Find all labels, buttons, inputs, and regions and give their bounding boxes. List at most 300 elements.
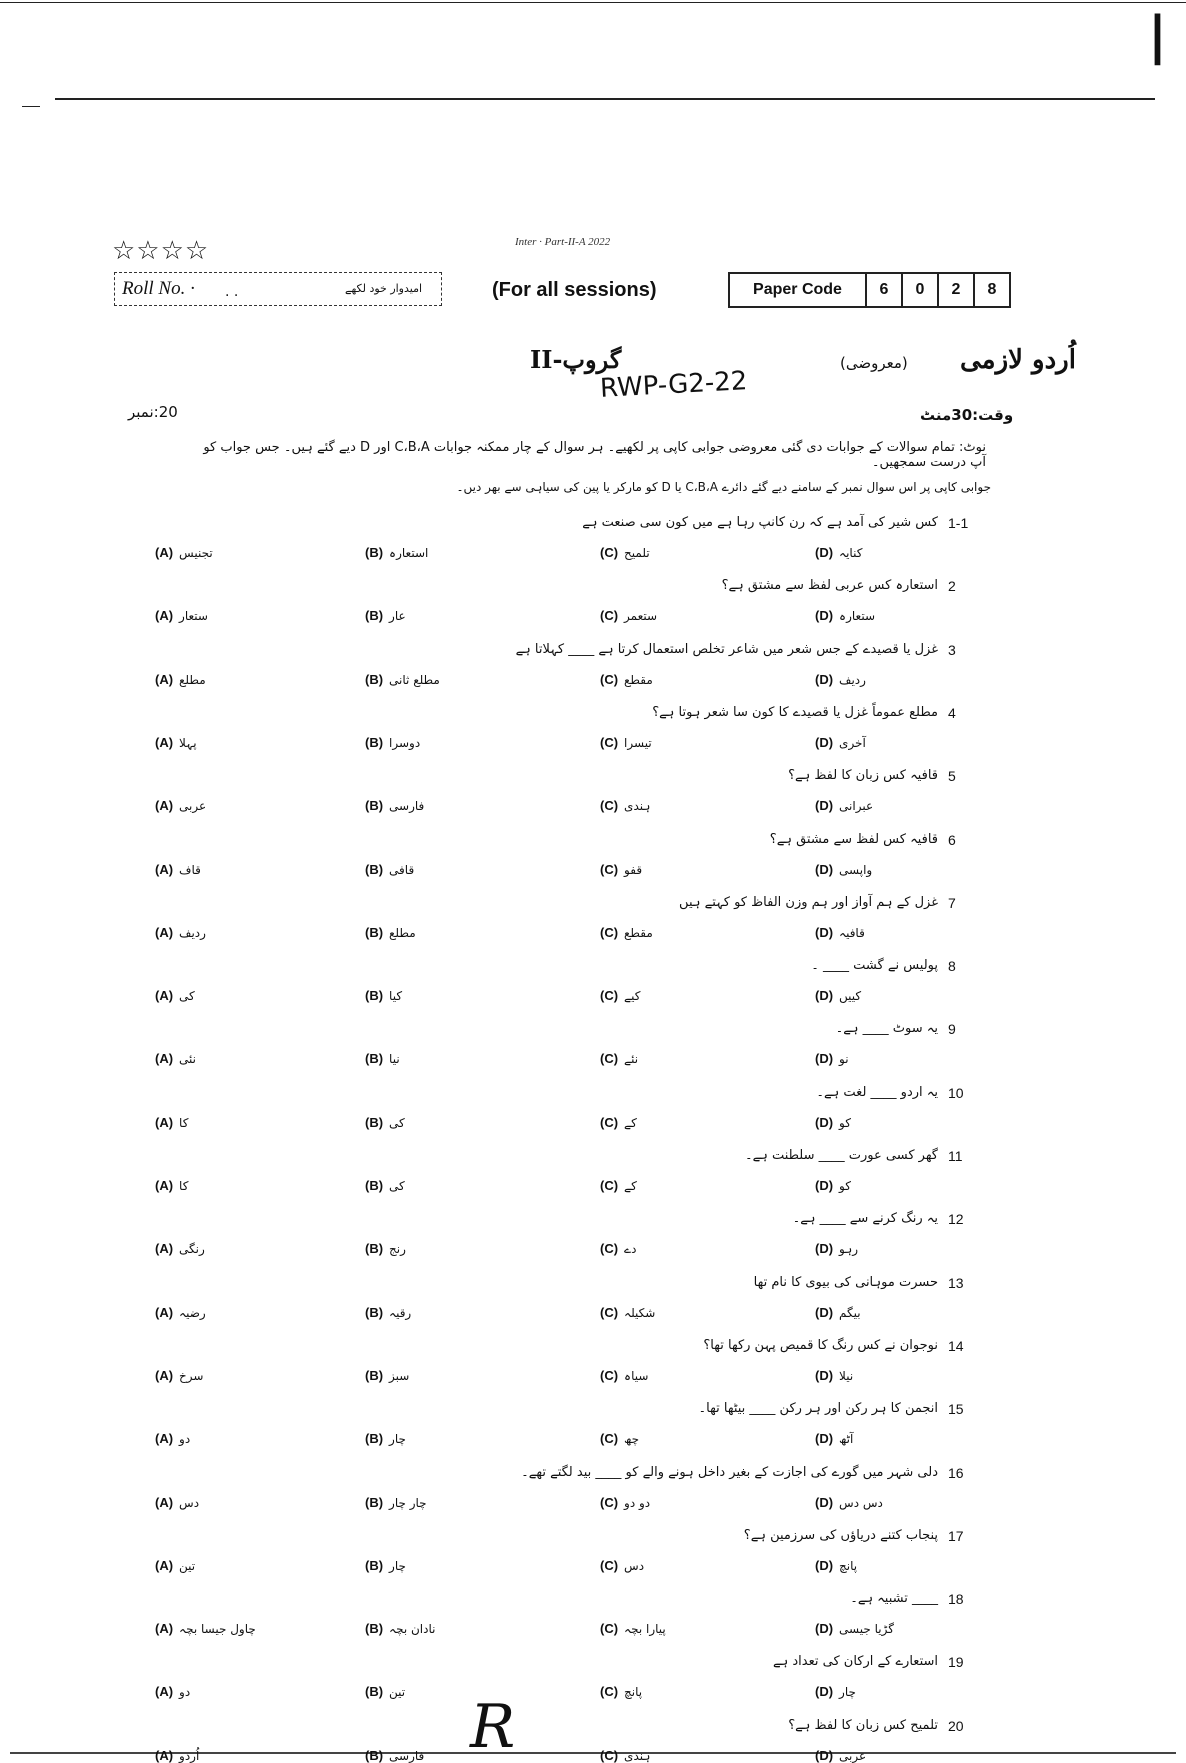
signature: R <box>470 1692 516 1762</box>
option-d <box>815 735 866 750</box>
question-number: 18 <box>948 1591 964 1608</box>
option-d <box>815 1051 849 1066</box>
option-text: کے <box>624 1179 637 1193</box>
option-text: فارسی <box>389 1748 425 1763</box>
option-letter: (D) <box>815 1051 834 1067</box>
paper-code-digit: 8 <box>987 281 997 298</box>
question-number: 12 <box>948 1211 964 1228</box>
question-text: یہ سوٹ ____ ہے۔ <box>835 1021 938 1037</box>
option-letter: (A) <box>155 988 174 1004</box>
question-number: 14 <box>948 1337 964 1354</box>
option-a <box>155 1495 199 1510</box>
option-text: ستعمر <box>624 609 658 624</box>
option-c <box>600 735 652 750</box>
roll-number-urdu: امیدوار خود لکھے <box>345 282 423 295</box>
option-b <box>365 672 440 687</box>
option-text: ہندی <box>624 799 651 814</box>
option-letter: (D) <box>815 608 834 624</box>
option-b <box>365 545 428 560</box>
star-rating: ☆☆☆☆ <box>112 236 210 266</box>
option-letter: (B) <box>365 1304 384 1320</box>
option-text: پہلا <box>179 735 197 750</box>
option-text: دس <box>624 1558 645 1573</box>
option-text: دے <box>624 1242 637 1257</box>
option-letter: (A) <box>155 861 174 877</box>
option-letter: (B) <box>365 1684 384 1700</box>
option-letter: (C) <box>600 1557 619 1573</box>
option-c <box>600 608 657 623</box>
option-text: چار <box>389 1558 406 1573</box>
option-letter: (C) <box>600 1367 619 1383</box>
option-d <box>815 925 865 940</box>
option-letter: (A) <box>155 608 174 624</box>
option-text: دو <box>179 1685 191 1700</box>
option-text: اُردو <box>179 1748 200 1763</box>
option-text: قافیہ <box>839 925 865 940</box>
option-c <box>600 798 650 813</box>
option-letter: (D) <box>815 1747 834 1763</box>
option-letter: (C) <box>600 671 619 687</box>
question-text: قافیہ کس لفظ سے مشتق ہے؟ <box>769 831 938 847</box>
option-letter: (B) <box>365 608 384 624</box>
option-letter: (A) <box>155 671 174 687</box>
option-letter: (A) <box>155 798 174 814</box>
option-letter: (A) <box>155 545 174 560</box>
option-letter: (D) <box>815 1494 834 1510</box>
option-text: تیسرا <box>624 735 652 750</box>
option-b <box>365 1178 405 1193</box>
option-letter: (C) <box>600 861 619 877</box>
option-text: پانچ <box>839 1558 858 1573</box>
option-b <box>365 1305 411 1320</box>
option-b <box>365 1748 424 1763</box>
option-b <box>365 1115 405 1130</box>
option-b <box>365 735 420 750</box>
option-d <box>815 1431 853 1446</box>
option-letter: (B) <box>365 734 384 750</box>
option-d <box>815 1495 883 1510</box>
handwritten-code: RWP-G2-22 <box>599 366 749 404</box>
option-letter: (A) <box>155 1241 174 1257</box>
option-a <box>155 672 206 687</box>
paper-code-digit: 6 <box>867 274 903 306</box>
option-letter: (C) <box>600 1494 619 1510</box>
option-text: قاف <box>179 862 201 877</box>
sessions-label: (For all sessions) <box>492 279 657 301</box>
option-b <box>365 1621 435 1636</box>
option-text: آٹھ <box>839 1432 854 1447</box>
question-text: گھر کسی عورت ____ سلطنت ہے۔ <box>744 1148 938 1163</box>
question-number: 13 <box>948 1274 964 1291</box>
option-letter: (A) <box>155 1621 174 1637</box>
option-text: دس دس <box>839 1495 883 1510</box>
option-d <box>815 1684 856 1699</box>
option-d <box>815 1558 857 1573</box>
option-a <box>155 988 195 1003</box>
option-text: تجنیس <box>179 546 213 560</box>
option-letter: (C) <box>600 798 619 814</box>
option-letter: (C) <box>600 1621 619 1637</box>
option-text: تلمیح <box>624 546 650 560</box>
option-text: چار چار <box>389 1495 427 1510</box>
option-letter: (D) <box>815 1621 834 1637</box>
corner-mark: | <box>1148 6 1167 66</box>
option-text: پیارا بچہ <box>624 1622 666 1637</box>
question-number: 9 <box>948 1021 956 1038</box>
option-letter: (A) <box>155 1304 174 1320</box>
option-text: کنایہ <box>839 546 863 560</box>
option-c <box>600 1115 637 1130</box>
option-text: نیلا <box>839 1368 854 1383</box>
option-text: مطلع ثانی <box>389 672 440 687</box>
option-d <box>815 545 862 560</box>
top-rule <box>55 98 1155 100</box>
question-number: 16 <box>948 1464 964 1481</box>
question-number: 20 <box>948 1717 964 1734</box>
option-letter: (C) <box>600 1114 619 1130</box>
option-letter: (A) <box>155 1684 174 1700</box>
option-b <box>365 798 424 813</box>
option-letter: (D) <box>815 1114 834 1130</box>
option-a <box>155 862 201 877</box>
option-text: نو <box>839 1052 849 1067</box>
option-letter: (B) <box>365 1557 384 1573</box>
option-letter: (B) <box>365 1178 384 1193</box>
question-text: ____ تشبیہ ہے۔ <box>850 1591 938 1607</box>
option-letter: (D) <box>815 861 834 877</box>
question-text: تلمیح کس زبان کا لفظ ہے؟ <box>788 1717 938 1733</box>
question-text: انجمن کا ہر رکن اور ہر رکن ____ بیٹھا تھا۔ <box>698 1401 938 1417</box>
question-text: یہ اردو ____ لغت ہے۔ <box>816 1084 938 1100</box>
option-letter: (C) <box>600 1304 619 1320</box>
paper-code-digit: 0 <box>903 274 939 306</box>
paper-code-label: Paper Code <box>730 274 867 306</box>
option-text: کو <box>839 1179 851 1193</box>
option-text: بیگم <box>839 1305 861 1320</box>
option-letter: (D) <box>815 1557 834 1573</box>
option-letter: (A) <box>155 734 174 750</box>
option-c <box>600 862 642 877</box>
option-text: رنگی <box>179 1242 205 1257</box>
option-d <box>815 862 872 877</box>
option-b <box>365 1051 400 1066</box>
option-text: مقطع <box>624 672 653 687</box>
instruction-note-1: نوٹ: تمام سوالات کے جوابات دی گئی معروضی جوابی کاپی پر لکھیے۔ ہر سوال کے چار ممکنہ جوابات C،B،A اور D دیے گئے ہیں۔ جس جواب کو آپ درست سمجھیں۔ <box>203 440 986 470</box>
option-a <box>155 1051 196 1066</box>
question-number: 7 <box>948 894 956 911</box>
paper-code-digit: 2 <box>939 274 975 306</box>
option-d <box>815 672 866 687</box>
option-letter: (C) <box>600 1684 619 1700</box>
option-b <box>365 1241 406 1256</box>
option-text: کی <box>389 1179 405 1193</box>
option-text: نئے <box>624 1052 639 1067</box>
option-d <box>815 608 875 623</box>
option-b <box>365 608 406 623</box>
exam-line: Inter · Part-II-A 2022 <box>515 236 611 248</box>
option-letter: (D) <box>815 1178 834 1193</box>
option-text: نئی <box>179 1052 197 1067</box>
option-letter: (B) <box>365 1051 384 1067</box>
option-d <box>815 1748 866 1763</box>
option-b <box>365 1684 405 1699</box>
option-c <box>600 672 653 687</box>
option-letter: (D) <box>815 1684 834 1700</box>
option-text: کییں <box>839 989 862 1004</box>
option-letter: (C) <box>600 1051 619 1067</box>
option-text: کی <box>179 989 195 1004</box>
roll-number-dots: . . <box>225 284 239 300</box>
option-text: کو <box>839 1115 851 1130</box>
option-d <box>815 988 861 1003</box>
question-text: کس شیر کی آمد ہے کہ رن کانپ رہا ہے میں کون سی صنعت ہے <box>582 515 938 530</box>
option-text: دو <box>179 1432 191 1447</box>
option-a <box>155 1241 205 1256</box>
option-text: تین <box>389 1685 406 1700</box>
option-a <box>155 925 206 940</box>
option-b <box>365 1368 409 1383</box>
option-letter: (C) <box>600 1241 619 1257</box>
option-text: چھ <box>624 1432 640 1447</box>
option-letter: (C) <box>600 924 619 940</box>
question-text: غزل یا قصیدے کے جس شعر میں شاعر تخلص استعمال کرتا ہے ____ کہلاتا ہے <box>515 641 938 657</box>
option-d <box>815 1115 851 1130</box>
option-letter: (B) <box>365 1621 384 1637</box>
option-letter: (B) <box>365 1494 384 1510</box>
option-letter: (D) <box>815 924 834 940</box>
option-letter: (B) <box>365 1241 384 1257</box>
total-marks: 20:نمبر <box>128 403 178 421</box>
option-d <box>815 1368 853 1383</box>
option-a <box>155 735 197 750</box>
option-text: رضیہ <box>179 1305 206 1320</box>
option-c <box>600 1748 650 1763</box>
question-number: 15 <box>948 1401 964 1418</box>
group-label: گروپ-II <box>530 345 622 374</box>
option-letter: (D) <box>815 545 834 560</box>
option-a <box>155 798 206 813</box>
option-text: ردیف <box>179 925 206 940</box>
option-letter: (A) <box>155 1051 174 1067</box>
option-text: تین <box>179 1558 196 1573</box>
option-a <box>155 1558 195 1573</box>
option-letter: (A) <box>155 1557 174 1573</box>
option-letter: (B) <box>365 1367 384 1383</box>
page-title: اُردو لازمی <box>960 345 1076 375</box>
option-text: ردیف <box>839 672 866 687</box>
option-a <box>155 1748 199 1763</box>
option-text: نیا <box>389 1052 400 1067</box>
option-letter: (B) <box>365 1114 384 1130</box>
option-text: کیا <box>389 989 403 1004</box>
option-letter: (B) <box>365 671 384 687</box>
option-c <box>600 1495 650 1510</box>
question-number: 8 <box>948 958 956 975</box>
option-text: کا <box>179 1179 189 1193</box>
option-letter: (D) <box>815 1304 834 1320</box>
option-letter: (C) <box>600 608 619 624</box>
option-a <box>155 608 208 623</box>
option-text: قفو <box>624 862 643 877</box>
option-text: عربی <box>839 1748 867 1763</box>
question-text: دلی شہر میں گورے کی اجازت کے بغیر داخل ہونے والے کو ____ بید لگتے تھے۔ <box>521 1464 938 1480</box>
question-number: 5 <box>948 768 956 785</box>
option-letter: (C) <box>600 1431 619 1447</box>
option-text: رنج <box>389 1242 406 1257</box>
question-text: استعارے کے ارکان کی تعداد ہے <box>773 1654 938 1670</box>
option-text: ستعار <box>179 609 208 624</box>
instruction-note-2: جوابی کاپی پر اس سوال نمبر کے سامنے دیے گئے دائرے C،B،A یا D کو مارکر یا پین کی سیاہی سے بھر دیں۔ <box>456 480 991 494</box>
option-b <box>365 925 416 940</box>
option-letter: (A) <box>155 1431 174 1447</box>
question-text: حسرت موہانی کی بیوی کا نام تھا <box>753 1274 938 1290</box>
question-number: 3 <box>948 641 956 658</box>
option-text: گڑیا جیسی <box>839 1622 894 1637</box>
option-text: دو دو <box>624 1495 651 1510</box>
question-text: پنجاب کتنے دریاؤں کی سرزمین ہے؟ <box>743 1527 938 1543</box>
question-number: 19 <box>948 1654 964 1671</box>
option-text: کیے <box>624 989 641 1004</box>
option-text: واپسی <box>839 862 873 877</box>
option-a <box>155 1305 206 1320</box>
top-border-line <box>0 2 1186 3</box>
option-a <box>155 1431 190 1446</box>
option-letter: (D) <box>815 734 834 750</box>
option-letter: (A) <box>155 1747 174 1763</box>
option-text: چار <box>389 1432 406 1447</box>
option-letter: (B) <box>365 988 384 1004</box>
time-allowed: وقت:30منٹ <box>920 406 1014 424</box>
left-dash <box>22 106 40 107</box>
option-text: دس <box>179 1495 200 1510</box>
option-letter: (B) <box>365 545 384 560</box>
option-letter: (A) <box>155 924 174 940</box>
question-text: قافیہ کس زبان کا لفظ ہے؟ <box>788 768 938 784</box>
option-letter: (A) <box>155 1494 174 1510</box>
option-text: ہندی <box>624 1748 651 1763</box>
option-c <box>600 1431 639 1446</box>
option-text: مقطع <box>624 925 653 940</box>
option-text: رقیہ <box>389 1305 412 1320</box>
option-text: آخری <box>839 735 866 750</box>
option-letter: (D) <box>815 1367 834 1383</box>
option-c <box>600 1178 637 1193</box>
option-letter: (D) <box>815 798 834 814</box>
option-c <box>600 1241 636 1256</box>
title-subtitle: (معروضی) <box>840 354 908 372</box>
option-c <box>600 545 650 560</box>
option-d <box>815 798 873 813</box>
option-b <box>365 1558 406 1573</box>
option-letter: (C) <box>600 1178 619 1193</box>
option-b <box>365 988 402 1003</box>
option-letter: (B) <box>365 924 384 940</box>
option-d <box>815 1178 851 1193</box>
option-text: قافی <box>389 862 415 877</box>
option-a <box>155 1684 190 1699</box>
option-text: عار <box>389 609 406 624</box>
option-c <box>600 988 640 1003</box>
option-b <box>365 1431 406 1446</box>
option-c <box>600 1621 666 1636</box>
option-text: سرخ <box>179 1368 204 1383</box>
option-text: ستعارہ <box>839 609 875 624</box>
option-text: سبز <box>389 1368 410 1383</box>
question-number: 6 <box>948 831 956 848</box>
option-letter: (D) <box>815 1431 834 1447</box>
question-text: نوجوان نے کس رنگ کا قمیص پہن رکھا تھا؟ <box>703 1337 938 1353</box>
option-letter: (C) <box>600 1747 619 1763</box>
option-a <box>155 1621 256 1636</box>
option-text: دوسرا <box>389 735 421 750</box>
option-letter: (A) <box>155 1367 174 1383</box>
option-text: چار <box>839 1685 856 1700</box>
option-text: چاول جیسا بچہ <box>179 1622 256 1637</box>
option-letter: (B) <box>365 1431 384 1447</box>
option-text: کا <box>179 1115 189 1130</box>
option-text: نادان بچہ <box>389 1622 436 1637</box>
option-text: مطلع <box>179 672 206 687</box>
question-text: غزل کے ہم آواز اور ہم وزن الفاظ کو کہتے ہیں <box>679 894 938 910</box>
option-letter: (A) <box>155 1178 174 1193</box>
option-letter: (B) <box>365 861 384 877</box>
option-letter: (D) <box>815 1241 834 1257</box>
question-number: 1-1 <box>948 515 969 531</box>
option-text: رہو <box>839 1242 859 1257</box>
option-a <box>155 1368 203 1383</box>
question-text: مطلع عموماً غزل یا قصیدے کا کون سا شعر ہوتا ہے؟ <box>652 704 938 720</box>
option-text: پانچ <box>624 1685 643 1700</box>
option-text: عبرانی <box>839 799 874 814</box>
option-letter: (A) <box>155 1114 174 1130</box>
option-a <box>155 545 213 560</box>
option-letter: (D) <box>815 671 834 687</box>
option-a <box>155 1178 188 1193</box>
option-c <box>600 1368 648 1383</box>
option-c <box>600 1305 655 1320</box>
option-letter: (B) <box>365 1747 384 1763</box>
option-letter: (D) <box>815 988 834 1004</box>
paper-code-box <box>728 272 1011 308</box>
option-letter: (C) <box>600 734 619 750</box>
option-c <box>600 1051 638 1066</box>
option-letter: (C) <box>600 988 619 1004</box>
question-number: 4 <box>948 704 956 721</box>
option-letter: (B) <box>365 798 384 814</box>
option-text: مطلع <box>389 925 416 940</box>
question-number: 10 <box>948 1084 964 1101</box>
option-text: کے <box>624 1115 637 1130</box>
option-c <box>600 1558 644 1573</box>
option-a <box>155 1115 188 1130</box>
option-d <box>815 1305 861 1320</box>
option-c <box>600 925 653 940</box>
option-letter: (C) <box>600 545 619 560</box>
option-text: کی <box>389 1115 405 1130</box>
option-b <box>365 862 414 877</box>
question-text: پولیس نے گشت ____ ۔ <box>811 958 938 974</box>
option-d <box>815 1621 894 1636</box>
option-d <box>815 1241 858 1256</box>
option-text: فارسی <box>389 799 425 814</box>
option-text: استعارہ <box>389 546 429 560</box>
option-text: سیاہ <box>624 1368 649 1383</box>
roll-number-label: Roll No. · <box>122 278 195 299</box>
question-number: 17 <box>948 1527 964 1544</box>
question-number: 2 <box>948 578 956 595</box>
question-text: استعارہ کس عربی لفظ سے مشتق ہے؟ <box>721 578 938 594</box>
option-text: عربی <box>179 799 207 814</box>
